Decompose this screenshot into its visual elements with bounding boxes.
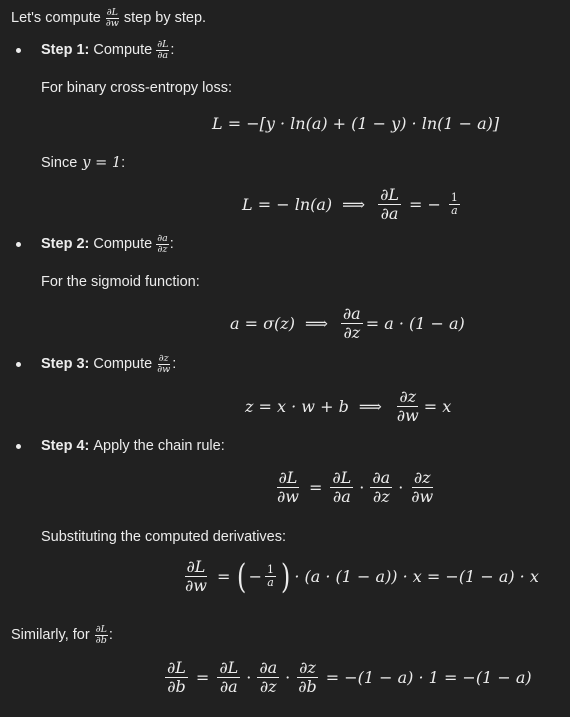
bullet-step4: [16, 444, 21, 449]
step2-subtext: For the sigmoid function:: [41, 274, 200, 290]
implies-arrow: ⟹: [304, 313, 328, 333]
bce-loss-equation: [212, 113, 499, 135]
since-text: Since: [41, 155, 78, 171]
intro-text-before: Let's compute: [11, 10, 101, 27]
sub-lhs-fraction: $\frac{\partial L}{\partial w}$: [185, 557, 207, 596]
da-dz-fraction: $\frac{\partial a}{\partial z}$: [342, 304, 361, 343]
substituting-text: Substituting the computed derivatives:: [41, 529, 287, 545]
linear-rhs: = x: [423, 396, 452, 416]
sub-rest: · (a · (1 − a)) · x = −(1 − a) · x: [294, 566, 539, 586]
implies-arrow: ⟹: [342, 194, 366, 214]
step2-text: Compute: [93, 236, 153, 253]
similarly-line: [11, 625, 113, 646]
dL-da-rhs-fraction: $\frac{1}{a}$: [450, 190, 458, 218]
step1-fraction: $\frac{\partial L}{\partial a}$: [157, 39, 169, 61]
step1-text: Compute: [93, 42, 153, 59]
substitution-equation: $\frac{\partial L}{\partial w}$ = ( − $\frac{1}{a}$ ) · (a · (1 − a)) · x = −(1 − a) · x: [185, 556, 539, 597]
bullet-step3: [16, 362, 21, 367]
dL-da-equals: = −: [408, 194, 441, 214]
step2-colon: :: [169, 236, 174, 253]
sub-inner-fraction: $\frac{1}{a}$: [267, 562, 275, 590]
dL-da-fraction: $\frac{\partial L}{\partial a}$: [380, 185, 399, 224]
step3-label: Step 3:: [41, 356, 90, 373]
bce-loss-expression: L = −[y · ln(a) + (1 − y) · ln(1 − a)]: [212, 114, 500, 133]
step4-text: Apply the chain rule:: [93, 438, 225, 454]
step1-heading: [41, 40, 174, 61]
chain-f4: $\frac{\partial z}{\partial w}$: [411, 468, 434, 507]
similarly-colon: :: [108, 627, 113, 644]
step4-label: Step 4:: [41, 438, 90, 454]
step2-fraction: $\frac{\partial a}{\partial z}$: [157, 233, 168, 255]
step3-text: Compute: [93, 356, 153, 373]
chain-f3: $\frac{\partial a}{\partial z}$: [372, 468, 391, 507]
db-f2: $\frac{\partial L}{\partial a}$: [219, 658, 239, 697]
paren-close: ): [281, 556, 291, 597]
step2-heading: [41, 234, 174, 255]
intro-fraction: $\frac{\partial L}{\partial w}$: [105, 7, 119, 29]
bullet-step1: [16, 48, 21, 53]
step3-fraction: $\frac{\partial z}{\partial w}$: [157, 353, 171, 375]
similarly-fraction: $\frac{\partial L}{\partial b}$: [95, 624, 107, 646]
linear-equation: [245, 388, 451, 426]
since-colon: :: [121, 155, 126, 171]
similarly-text: Similarly, for: [11, 627, 90, 644]
since-line: [41, 153, 125, 173]
dL-da-equation: [242, 186, 463, 224]
sigmoid-left: a = σ(z): [230, 313, 295, 333]
intro-line: [11, 8, 206, 29]
step2-label: Step 2:: [41, 236, 90, 253]
step1-colon: :: [170, 42, 175, 59]
step1-subtext: For binary cross-entropy loss:: [41, 80, 232, 96]
step4-heading: [41, 436, 225, 456]
sigmoid-equation: [230, 305, 465, 343]
chain-rule-equation: $\frac{\partial L}{\partial w}$ = $\frac{\partial L}{\partial a}$ · $\frac{\partial a}{\partial z}$ · $\frac{\partial z}{\partial w}$: [277, 468, 434, 507]
chain-f2: $\frac{\partial L}{\partial a}$: [332, 468, 352, 507]
dL-db-equation: $\frac{\partial L}{\partial b}$ = $\frac{\partial L}{\partial a}$ · $\frac{\partial a}{\partial z}$ · $\frac{\partial z}{\partial b}$ = −(1 − a) · 1 = −(1 − a): [167, 658, 532, 697]
paren-open: (: [237, 556, 247, 597]
chain-f1: $\frac{\partial L}{\partial w}$: [277, 468, 299, 507]
dz-dw-fraction: $\frac{\partial z}{\partial w}$: [396, 387, 419, 426]
linear-left: z = x · w + b: [245, 396, 349, 416]
step3-colon: :: [172, 356, 177, 373]
step3-heading: [41, 354, 176, 375]
intro-text-after: step by step.: [123, 10, 207, 27]
db-f1: $\frac{\partial L}{\partial b}$: [167, 658, 186, 697]
dL-da-left: L = − ln(a): [242, 194, 333, 214]
bullet-step2: [16, 242, 21, 247]
step1-label: Step 1:: [41, 42, 90, 59]
db-f3: $\frac{\partial a}{\partial z}$: [259, 658, 278, 697]
since-math: y = 1: [82, 155, 122, 171]
db-f4: $\frac{\partial z}{\partial b}$: [298, 658, 317, 697]
sigmoid-rhs: = a · (1 − a): [365, 313, 465, 333]
db-rest: = −(1 − a) · 1 = −(1 − a): [325, 667, 532, 687]
implies-arrow: ⟹: [358, 396, 382, 416]
